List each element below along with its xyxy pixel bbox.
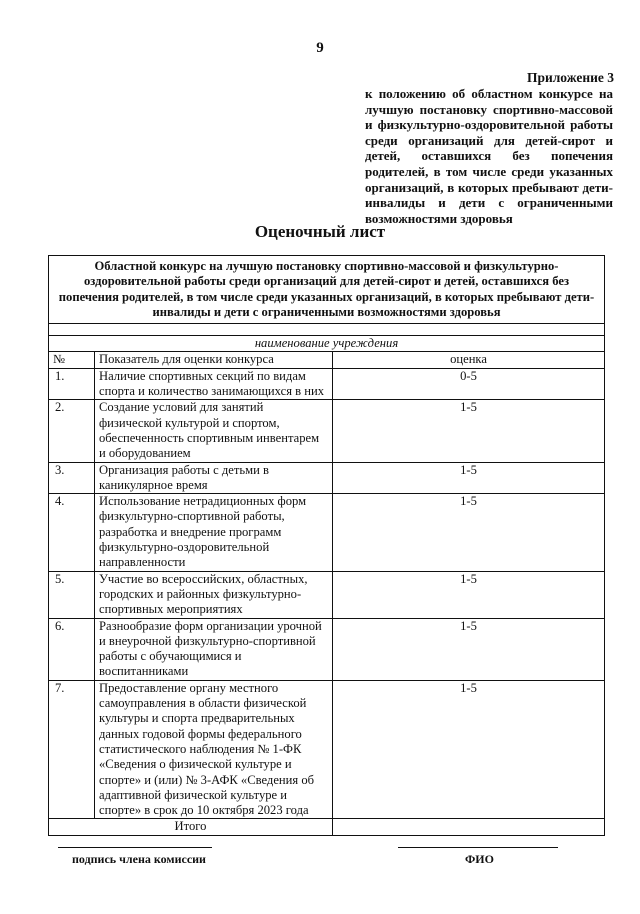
document-title: Оценочный лист [254,222,386,241]
table-row [49,571,605,618]
evaluation-table [48,255,605,836]
row-num: 7. [49,680,95,819]
row-score: 1-5 [333,494,605,571]
row-num: 5. [49,571,95,618]
name-signature-line[interactable] [398,847,558,848]
row-score: 1-5 [333,618,605,680]
table-row [49,680,605,819]
row-indicator: Разнообразие форм организации урочной и внеурочной физкультурно-спортивной работы с обучающимися и воспитанниками [95,618,333,680]
appendix-title: Приложение 3 [526,70,614,85]
header-score: оценка [333,352,605,368]
row-num: 4. [49,494,95,571]
contest-description: Областной конкурс на лучшую постановку спортивно-массовой и физкультурно-оздоровительной работы среди организаций для детей-сирот и детей, оставшихся без попечения родителей, в том числе среди указанных организаций, в которых пребывают дети-инвалиды и дети с ограниченными возможностями здоровья [49,256,605,324]
table-header-row [49,352,605,368]
member-signature-line[interactable] [58,847,212,848]
header-num: № [49,352,95,368]
blank-row [49,324,605,336]
row-indicator: Участие во всероссийских, областных, городских и районных физкультурно-спортивных мероприятиях [95,571,333,618]
table-row [49,618,605,680]
row-score: 0-5 [333,368,605,400]
institution-label: наименование учреждения [49,336,605,352]
row-num: 1. [49,368,95,400]
row-num: 3. [49,462,95,494]
table-row [49,400,605,462]
table-row [49,368,605,400]
name-signature-label: ФИО [465,852,494,866]
row-score: 1-5 [333,462,605,494]
row-score: 1-5 [333,400,605,462]
total-label: Итого [49,819,333,835]
member-signature-label: подпись члена комиссии [72,852,206,866]
table-row [49,462,605,494]
row-indicator: Наличие спортивных секций по видам спорта и количество занимающихся в них [95,368,333,400]
total-row [49,819,605,835]
page-number: 9 [316,40,324,56]
row-num: 2. [49,400,95,462]
table-row [49,494,605,571]
contest-description-row [49,256,605,324]
row-score: 1-5 [333,571,605,618]
row-score: 1-5 [333,680,605,819]
institution-name-field[interactable] [49,324,605,336]
row-indicator: Организация работы с детьми в каникулярное время [95,462,333,494]
total-value-field[interactable] [333,819,605,835]
institution-label-row [49,336,605,352]
row-indicator: Предоставление органу местного самоуправления в области физической культуры и спорта предварительных данных годовой формы федерального статистического наблюдения № 1-ФК «Сведения о физической культуре и спорте» и (или) № 3-АФК «Сведения об адаптивной физической культуре и спорте» в срок до 10 октября 2023 года [95,680,333,819]
row-indicator: Создание условий для занятий физической культурой и спортом, обеспеченность спортивным инвентарем и оборудованием [95,400,333,462]
appendix-text: к положению об областном конкурсе на лучшую постановку спортивно-массовой и физкультурно-оздоровительной работы среди организаций для детей-сирот и детей, оставшихся без попечения родителей, в том числе среди указанных организаций, в которых пребывают дети-инвалиды и дети с ограниченными возможностями здоровья [365,86,613,226]
row-num: 6. [49,618,95,680]
header-indicator: Показатель для оценки конкурса [95,352,333,368]
row-indicator: Использование нетрадиционных форм физкультурно-спортивной работы, разработка и внедрение программ физкультурно-оздоровительной направленности [95,494,333,571]
